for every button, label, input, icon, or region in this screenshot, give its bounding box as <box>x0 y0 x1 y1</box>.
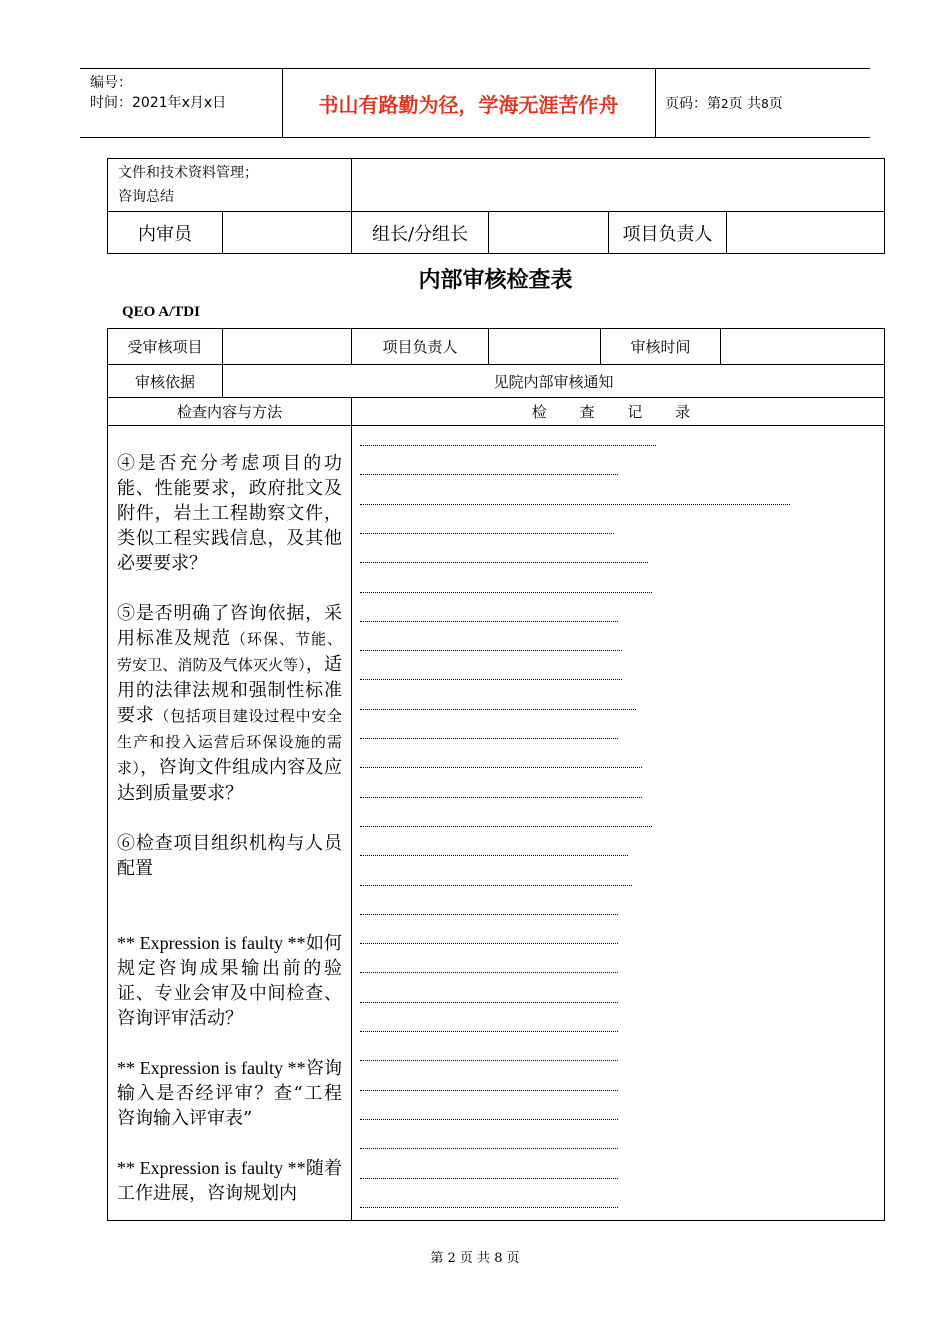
header-meta <box>90 73 226 113</box>
check-content-cell <box>108 426 352 1221</box>
page-header <box>80 68 870 138</box>
auditor-label: 内审员 <box>108 212 223 254</box>
record-line <box>360 1002 618 1003</box>
leader-value <box>489 212 609 254</box>
record-line <box>360 1119 618 1120</box>
record-line <box>360 533 614 534</box>
record-line <box>360 592 652 593</box>
doc-management-value <box>352 159 885 212</box>
signoff-table <box>107 158 885 254</box>
record-line <box>360 1178 618 1179</box>
audited-item-label: 受审核项目 <box>108 329 223 365</box>
question-6: ⑥检查项目组织机构与人员配置 <box>117 833 342 879</box>
record-line <box>360 797 642 798</box>
record-line <box>360 504 790 505</box>
record-header: 检 查 记 录 <box>352 398 885 426</box>
record-line <box>360 885 632 886</box>
record-line <box>360 562 648 563</box>
record-line <box>360 767 642 768</box>
audited-item-value <box>223 329 352 365</box>
question-7: ** Expression is faulty **如何规定咨询成果输出前的验证、专业会审及中间检查、咨询评审活动？ <box>117 933 343 1029</box>
record-line <box>360 1148 618 1149</box>
record-line <box>360 709 636 710</box>
page-footer: 第 2 页 共 8 页 <box>430 1251 520 1266</box>
record-line <box>360 914 618 915</box>
number-label: 编号： <box>90 75 132 91</box>
record-line <box>360 445 656 446</box>
basis-value: 见院内部审核通知 <box>223 365 885 398</box>
record-line <box>360 826 652 827</box>
record-line <box>360 621 618 622</box>
question-9: ** Expression is faulty **随着工作进展，咨询规划内 <box>117 1158 343 1204</box>
record-line <box>360 943 618 944</box>
header-page-number: 页码：第2页 共8页 <box>665 96 783 112</box>
manager-value <box>727 212 885 254</box>
page-title: 内部审核检查表 <box>418 267 573 293</box>
doc-management-cell: 文件和技术资料管理； 咨询总结 <box>108 159 352 212</box>
record-line <box>360 474 618 475</box>
record-line <box>360 738 618 739</box>
time-label: 时间：2021年x月x日 <box>90 95 227 111</box>
auditor-value <box>223 212 352 254</box>
doc-code: QEO A/TDI <box>122 304 200 320</box>
record-line <box>360 1090 618 1091</box>
audit-time-label: 审核时间 <box>601 329 721 365</box>
basis-label: 审核依据 <box>108 365 223 398</box>
audit-checklist-table <box>107 328 885 1221</box>
manager-label-2: 项目负责人 <box>352 329 489 365</box>
question-8: ** Expression is faulty **咨询输入是否经评审？查“工程咨询输入评审表” <box>117 1058 343 1129</box>
record-line <box>360 972 618 973</box>
record-line <box>360 1207 618 1208</box>
manager-label: 项目负责人 <box>609 212 727 254</box>
header-motto: 书山有路勤为径，学海无涯苦作舟 <box>318 92 619 117</box>
record-line <box>360 650 622 651</box>
record-line <box>360 679 622 680</box>
content-header: 检查内容与方法 <box>108 398 352 426</box>
manager-value-2 <box>489 329 601 365</box>
audit-time-value <box>721 329 885 365</box>
record-line <box>360 1031 618 1032</box>
check-record-cell <box>352 426 885 1221</box>
record-line <box>360 855 628 856</box>
question-5: ⑤是否明确了咨询依据，采用标准及规范（环保、节能、劳安卫、消防及气体灭火等），适用的法律法规和强制性标准要求（包括项目建设过程中安全生产和投入运营后环保设施的需求），咨询文件组成内容及应达到质量要求？ <box>117 603 342 804</box>
question-4: ④是否充分考虑项目的功能、性能要求，政府批文及附件，岩土工程勘察文件，类似工程实践信息，及其他必要要求？ <box>117 453 342 574</box>
record-line <box>360 1060 618 1061</box>
leader-label: 组长/分组长 <box>352 212 489 254</box>
